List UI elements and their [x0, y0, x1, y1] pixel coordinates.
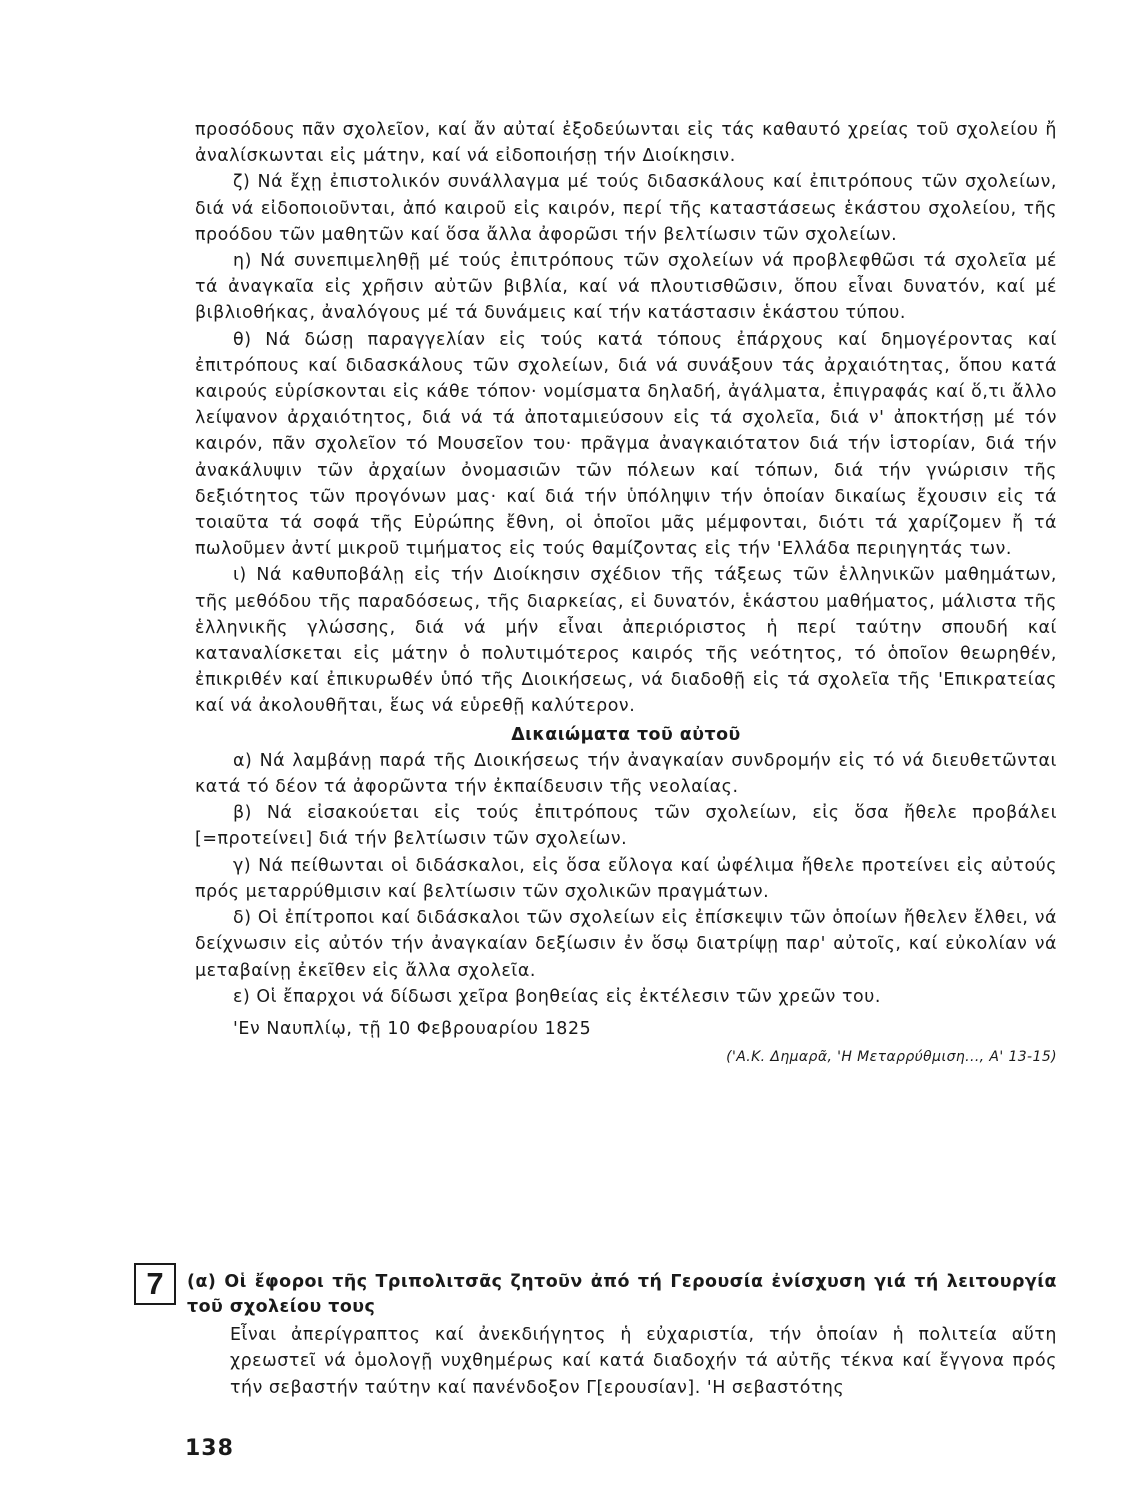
paragraph-continuation: προσόδους πᾶν σχολεῖον, καί ἄν αὐταί ἐξοδεύωνται εἰς τάς καθαυτό χρείας τοῦ σχολείου ἤ ἀναλίσκωνται εἰς μάτην, καί νά εἰδοποιήσῃ τήν Διοίκησιν.	[195, 120, 1057, 167]
paragraph-theta: θ) Νά δώσῃ παραγγελίαν εἰς τούς κατά τόπους ἐπάρχους καί δημογέροντας καί ἐπιτρόπους καί διδασκάλους τῶν σχολείων, διά νά συνάξουν τάς ἀρχαιότητας, ὅπου κατά καιρούς εὑρίσκονται εἰς κάθε τόπον· νομίσματα δηλαδή, ἀγάλματα, ἐπιγραφάς καί ὅ,τι ἄλλο λείψανον ἀρχαιότητος, διά νά τά ἀποταμιεύσουν εἰς τά σχολεῖα, διά ν' ἀποκτήσῃ μέ τόν καιρόν, πᾶν σχολεῖον τό Μουσεῖον του· πρᾶγμα ἀναγκαιότατον διά τήν ἱστορίαν, διά τήν ἀνακάλυψιν τῶν ἀρχαίων ὀνομασιῶν τῶν πόλεων καί τόπων, διά τήν γνώρισιν τῆς δεξιότητος τῶν προγόνων μας· καί διά τήν ὑπόληψιν τήν ὁποίαν δικαίως ἔχουσιν εἰς τά τοιαῦτα τά σοφά τῆς Εὐρώπης ἔθνη, οἱ ὁποῖοι μᾶς μέμφονται, διότι τά χαρίζομεν ἤ τά πωλοῦμεν ἀντί μικροῦ τιμήματος εἰς τούς θαμίζοντας εἰς τήν 'Ελλάδα περιηγητάς των.	[195, 329, 1057, 560]
rights-item-epsilon: ε) Οἱ ἔπαρχοι νά δίδωσι χεῖρα βοηθείας εἰς ἐκτέλεσιν τῶν χρεῶν του.	[233, 986, 881, 1007]
source-citation: ('Α.Κ. Δημαρᾶ, 'Η Μεταρρύθμιση..., Α' 13-15)	[726, 1048, 1057, 1065]
rights-item-beta: β) Νά εἰσακούεται εἰς τούς ἐπιτρόπους τῶν σχολείων, εἰς ὅσα ἤθελε προβάλει [=προτείνει] διά τήν βελτίωσιν τῶν σχολείων.	[195, 803, 1057, 850]
rights-item-delta: δ) Οἱ ἐπίτροποι καί διδάσκαλοι τῶν σχολείων εἰς ἐπίσκεψιν τῶν ὁποίων ἤθελεν ἔλθει, νά δείχνωσιν εἰς αὐτόν τήν ἀναγκαίαν δεξίωσιν ἐν ὅσῳ διατρίψῃ παρ' αὐτοῖς, καί εὐκολίαν νά μεταβαίνῃ ἐκεῖθεν εἰς ἄλλα σχολεῖα.	[195, 908, 1057, 981]
section-title: (α) Οἱ ἔφοροι τῆς Τριπολιτσᾶς ζητοῦν ἀπό τή Γερουσία ἐνίσχυση γιά τή λειτουργία τοῦ σχολείου τους	[187, 1272, 1057, 1317]
document-number-box: 7	[134, 1263, 176, 1305]
paragraph-eta: η) Νά συνεπιμεληθῇ μέ τούς ἐπιτρόπους τῶν σχολείων νά προβλεφθῶσι τά σχολεῖα μέ τά ἀναγκαῖα εἰς χρῆσιν αὐτῶν βιβλία, καί νά πλουτισθῶσιν, ὅπου εἶναι δυνατόν, καί μέ βιβλιοθήκας, ἀναλόγους μέ τά δυνάμεις καί τήν κατάστασιν ἑκάστου τύπου.	[195, 251, 1057, 324]
rights-item-gamma: γ) Νά πείθωνται οἱ διδάσκαλοι, εἰς ὅσα εὔλογα καί ὠφέλιμα ἤθελε προτείνει εἰς αὐτούς πρός μεταρρύθμισιν καί βελτίωσιν τῶν σχολικῶν πραγμάτων.	[195, 855, 1057, 902]
page-number: 138	[185, 1436, 234, 1461]
section-body: Εἶναι ἀπερίγραπτος καί ἀνεκδιήγητος ἡ εὐχαριστία, τήν ὁποίαν ἡ πολιτεία αὕτη χρεωστεῖ νά ὁμολογῇ νυχθημέρως καί κατά διαδοχήν τά αὐτῆς τέκνα καί ἔγγονα πρός τήν σεβαστήν ταύτην καί πανένδοξον Γ[ερουσίαν]. 'Η σεβαστότης	[230, 1325, 1057, 1398]
date-line: 'Εν Ναυπλίῳ, τῇ 10 Φεβρουαρίου 1825	[233, 1018, 592, 1039]
rights-heading: Δικαιώματα τοῦ αὐτοῦ	[511, 724, 741, 745]
paragraph-iota: ι) Νά καθυποβάλῃ εἰς τήν Διοίκησιν σχέδιον τῆς τάξεως τῶν ἑλληνικῶν μαθημάτων, τῆς μεθόδου τῆς παραδόσεως, τῆς διαρκείας, εἰ δυνατόν, ἑκάστου μαθήματος, μάλιστα τῆς ἑλληνικῆς γλώσσης, διά νά μήν εἶναι ἀπεριόριστος ἡ περί ταύτην σπουδή καί καταναλίσκεται εἰς μάτην ὁ πολυτιμότερος καιρός τῆς νεότητος, τό ὁποῖον θεωρηθέν, ἐπικριθέν καί ἐπικυρωθέν ὑπό τῆς Διοικήσεως, νά διαδοθῇ εἰς τά σχολεῖα τῆς 'Επικρατείας καί νά ἀκολουθῆται, ἕως νά εὑρεθῇ καλύτερον.	[195, 565, 1057, 717]
rights-item-alpha: α) Νά λαμβάνῃ παρά τῆς Διοικήσεως τήν ἀναγκαίαν συνδρομήν εἰς τό νά διευθετῶνται κατά τό δέον τά ἀφορῶντα τήν ἐκπαίδευσιν τῆς νεολαίας.	[195, 750, 1057, 798]
main-text-column	[195, 117, 1057, 1068]
paragraph-zeta: ζ) Νά ἔχῃ ἐπιστολικόν συνάλλαγμα μέ τούς διδασκάλους καί ἐπιτρόπους τῶν σχολείων, διά νά εἰδοποιοῦνται, ἀπό καιροῦ εἰς καιρόν, περί τῆς καταστάσεως ἑκάστου σχολείου, τῆς προόδου τῶν μαθητῶν καί ὅσα ἄλλα ἀφορῶσι τήν βελτίωσιν τῶν σχολείων.	[195, 172, 1057, 245]
